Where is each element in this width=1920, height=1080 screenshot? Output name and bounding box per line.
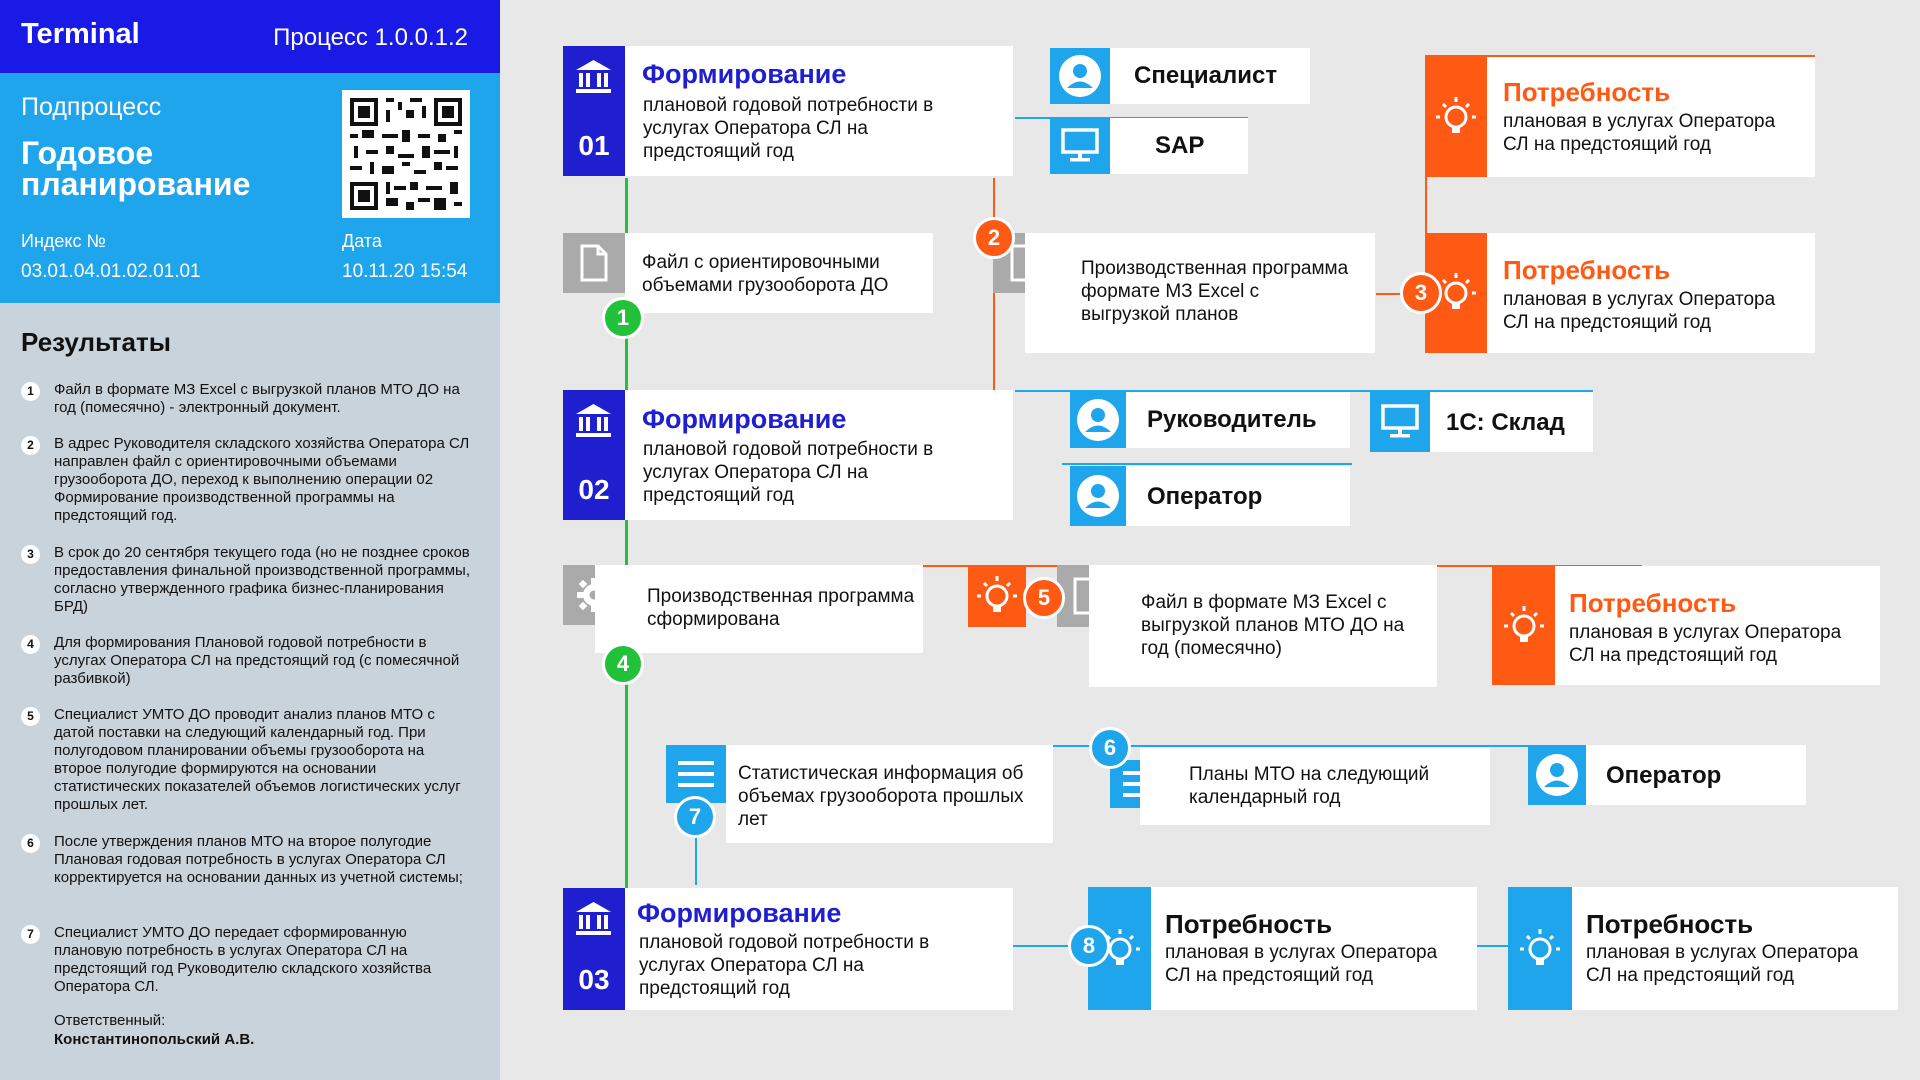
operation-body: плановой годовой потребности в услугах Оператора СЛ на предстоящий год xyxy=(643,439,934,506)
need-body: плановая в услугах Оператора СЛ на предстоящий год xyxy=(1165,942,1438,986)
role-label: Оператор xyxy=(1147,483,1263,510)
operation-card[interactable] xyxy=(625,46,1013,176)
role-card[interactable] xyxy=(1110,48,1310,104)
bank-icon xyxy=(575,402,612,440)
system-label: 1С: Склад xyxy=(1446,409,1565,436)
list-icon xyxy=(666,745,726,803)
result-item xyxy=(21,706,476,814)
info-card[interactable] xyxy=(1140,747,1490,825)
index-label: Индекс № xyxy=(21,231,106,251)
monitor-icon xyxy=(1050,118,1110,174)
result-text: В срок до 20 сентября текущего года (но не позднее сроков предоставления финальной производственной программы, согласно утвержденного графика бизнес-планирования БРД) xyxy=(54,544,471,615)
result-text: Специалист УМТО ДО передает сформированную плановую потребность в услугах Оператора СЛ на предстоящий год Руководителю складского хозяйства Оператора СЛ. xyxy=(54,924,432,995)
step-badge: 5 xyxy=(1023,577,1065,619)
step-badge: 8 xyxy=(1068,925,1110,967)
responsible-label: Ответственный: xyxy=(54,1012,166,1029)
role-label: Специалист xyxy=(1134,62,1278,89)
user-icon xyxy=(1070,466,1126,526)
need-body: плановая в услугах Оператора СЛ на предстоящий год xyxy=(1503,289,1776,333)
step-badge: 6 xyxy=(1089,727,1131,769)
result-text: После утверждения планов МТО на второе полугодие Плановая годовая потребность в услугах Оператора СЛ корректируется на основании данных из учетной системы; xyxy=(54,833,463,886)
operation-body: плановой годовой потребности в услугах Оператора СЛ на предстоящий год xyxy=(643,95,934,162)
need-title: Потребность xyxy=(1165,909,1333,939)
result-item xyxy=(21,634,476,688)
lightbulb-icon xyxy=(968,565,1026,627)
subprocess-title: Годовое планирование xyxy=(21,135,251,202)
info-text: Статистическая информация об объемах грузооборота прошлых лет xyxy=(738,763,1024,830)
document-text: Производственная программа формате МЗ Excel с выгрузкой планов xyxy=(1081,258,1349,325)
operation-title: Формирование xyxy=(642,59,847,89)
result-number: 3 xyxy=(21,545,40,564)
document-card[interactable] xyxy=(625,233,933,313)
user-icon xyxy=(1528,745,1586,805)
connector-line xyxy=(1062,463,1352,465)
lightbulb-icon xyxy=(1425,57,1487,177)
operation-card[interactable] xyxy=(625,888,1013,1010)
role-card[interactable] xyxy=(1586,745,1806,805)
operation-number: 03 xyxy=(578,964,610,995)
bank-icon xyxy=(575,58,612,96)
operation-number: 01 xyxy=(578,130,610,161)
role-card[interactable] xyxy=(1126,466,1350,526)
info-text: Планы МТО на следующий календарный год xyxy=(1189,764,1430,808)
operation-title: Формирование xyxy=(642,404,847,434)
operation-index-03 xyxy=(563,888,625,1010)
need-card[interactable] xyxy=(1555,566,1880,685)
system-label: SAP xyxy=(1155,132,1205,159)
sidebar-header xyxy=(0,0,500,73)
index-value: 03.01.04.01.02.01.01 xyxy=(21,261,201,282)
user-icon xyxy=(1070,392,1126,448)
operation-index-02 xyxy=(563,390,625,520)
document-card[interactable] xyxy=(1089,565,1437,687)
info-card[interactable] xyxy=(726,745,1053,843)
status-card[interactable] xyxy=(595,565,923,653)
lightbulb-icon xyxy=(1508,887,1572,1010)
result-item xyxy=(21,381,476,417)
step-badge: 2 xyxy=(973,217,1015,259)
process-label: Процесс 1.0.0.1.2 xyxy=(273,24,468,51)
system-card[interactable] xyxy=(1430,392,1593,452)
results-title: Результаты xyxy=(21,327,171,357)
result-text: Специалист УМТО ДО проводит анализ планов МТО с датой поставки на следующий календарный год. При полугодовом планировании объемы грузооборота на второе полугодие формируются на основании статистических показателей объемов логистических услуг прошлых лет. xyxy=(54,706,461,813)
system-card[interactable] xyxy=(1110,118,1248,174)
role-label: Руководитель xyxy=(1147,406,1317,433)
need-body: плановая в услугах Оператора СЛ на предстоящий год xyxy=(1503,111,1776,155)
responsible-name: Константинопольский А.В. xyxy=(54,1031,255,1048)
document-icon xyxy=(563,233,625,293)
date-label: Дата xyxy=(342,231,382,251)
need-card[interactable] xyxy=(1151,887,1477,1010)
step-badge: 4 xyxy=(602,643,644,685)
result-number: 4 xyxy=(21,635,40,654)
brand-logo: Terminal xyxy=(21,18,140,50)
step-badge: 7 xyxy=(674,796,716,838)
subprocess-label: Подпроцесс xyxy=(21,93,162,121)
need-title: Потребность xyxy=(1503,255,1671,285)
need-card[interactable] xyxy=(1572,887,1898,1010)
operation-number: 02 xyxy=(578,474,610,505)
operation-title: Формирование xyxy=(637,898,842,928)
result-text: Файл в формате МЗ Excel с выгрузкой планов МТО ДО на год (помесячно) - электронный документ. xyxy=(54,381,460,416)
bank-icon xyxy=(575,900,612,938)
step-badge: 1 xyxy=(602,297,644,339)
document-text: Файл в формате МЗ Excel с выгрузкой планов МТО ДО на год (помесячно) xyxy=(1141,592,1405,659)
operation-body: плановой годовой потребности в услугах Оператора СЛ на предстоящий год xyxy=(639,932,930,999)
user-icon xyxy=(1050,48,1110,104)
monitor-icon xyxy=(1370,392,1430,452)
result-item xyxy=(21,544,476,616)
result-text: Для формирования Плановой годовой потребности в услугах Оператора СЛ на предстоящий год (с помесячной разбивкой) xyxy=(54,634,460,687)
need-card[interactable] xyxy=(1487,233,1815,353)
result-number: 6 xyxy=(21,834,40,853)
result-number: 5 xyxy=(21,707,40,726)
result-number: 1 xyxy=(21,382,40,401)
result-number: 7 xyxy=(21,925,40,944)
sidebar xyxy=(0,0,500,1080)
result-item xyxy=(21,924,476,996)
role-card[interactable] xyxy=(1126,392,1350,448)
role-label: Оператор xyxy=(1606,762,1722,789)
date-value: 10.11.20 15:54 xyxy=(342,261,468,282)
operation-index-01 xyxy=(563,46,625,176)
result-text: В адрес Руководителя складского хозяйства Оператора СЛ направлен файл с ориентировочными объемами грузооборота ДО, переход к выполнению операции 02 Формирование производственной программы на предстоящий год. xyxy=(54,435,470,524)
status-text: Производственная программа сформирована xyxy=(647,586,915,630)
need-title: Потребность xyxy=(1503,77,1671,107)
lightbulb-icon xyxy=(1492,566,1555,685)
need-body: плановая в услугах Оператора СЛ на предстоящий год xyxy=(1586,942,1859,986)
need-title: Потребность xyxy=(1586,909,1754,939)
need-title: Потребность xyxy=(1569,588,1737,618)
need-body: плановая в услугах Оператора СЛ на предстоящий год xyxy=(1569,622,1842,666)
result-number: 2 xyxy=(21,436,40,455)
document-text: Файл с ориентировочными объемами грузооборота ДО xyxy=(642,252,889,296)
result-item xyxy=(21,435,476,525)
document-card[interactable] xyxy=(1025,233,1375,353)
subprocess-panel xyxy=(0,73,500,303)
qr-code-icon xyxy=(342,90,470,218)
need-card[interactable] xyxy=(1487,57,1815,177)
step-badge: 3 xyxy=(1400,272,1442,314)
result-item xyxy=(21,833,476,887)
operation-card[interactable] xyxy=(625,390,1013,520)
